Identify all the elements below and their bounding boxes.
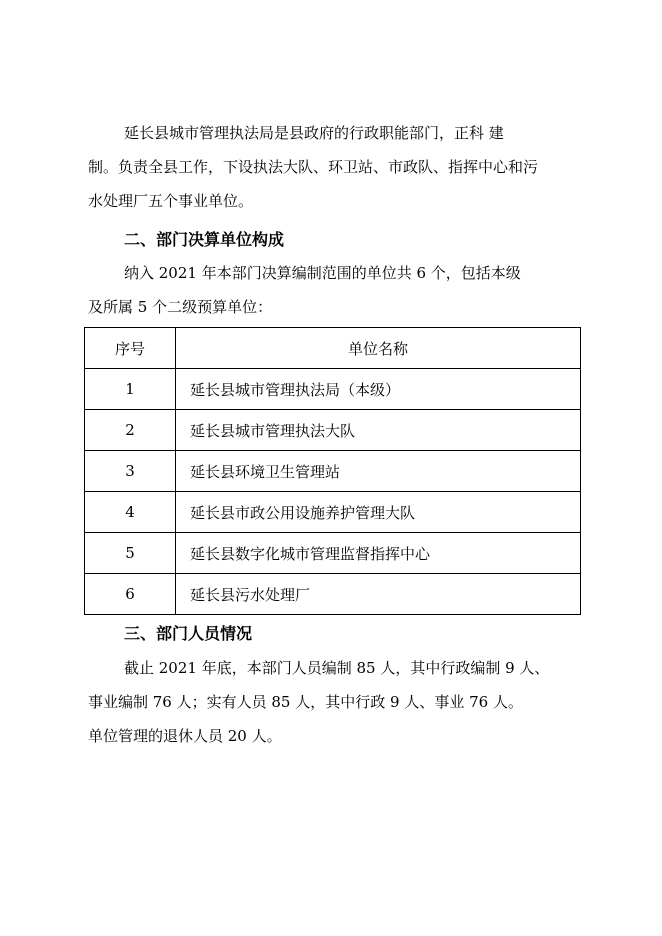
table-row [85,574,581,615]
section-heading-unit-composition: 二、部门决算单位构成 [124,230,285,249]
row-unit-name: 延长县环境卫生管理站 [176,451,581,492]
row-serial-number: 2 [85,410,176,451]
table-row [85,533,581,574]
header-serial-number: 序号 [85,328,176,369]
row-serial-number: 6 [85,574,176,615]
row-serial-number: 3 [85,451,176,492]
table-row [85,410,581,451]
unit-composition-paragraph [88,256,608,324]
staff-paragraph [88,651,608,753]
section-heading-staff: 三、部门人员情况 [124,624,253,643]
row-unit-name: 延长县数字化城市管理监督指挥中心 [176,533,581,574]
intro-line: 水处理厂五个事业单位。 [88,192,254,210]
table-row [85,492,581,533]
intro-line: 制。负责全县工作，下设执法大队、环卫站、市政队、指挥中心和污 [88,158,539,176]
staff-line: 单位管理的退休人员 20 人。 [88,727,282,745]
intro-paragraph [88,116,608,218]
unit-composition-line: 纳入 2021 年本部门决算编制范围的单位共 6 个，包括本级 [124,264,521,282]
row-unit-name: 延长县城市管理执法局（本级） [176,369,581,410]
units-table [84,327,581,615]
staff-line: 截止 2021 年底，本部门人员编制 85 人，其中行政编制 9 人、 [124,659,550,677]
table-header-row [85,328,581,369]
row-serial-number: 1 [85,369,176,410]
row-serial-number: 5 [85,533,176,574]
table-row [85,369,581,410]
row-unit-name: 延长县市政公用设施养护管理大队 [176,492,581,533]
row-unit-name: 延长县城市管理执法大队 [176,410,581,451]
row-unit-name: 延长县污水处理厂 [176,574,581,615]
staff-line: 事业编制 76 人；实有人员 85 人，其中行政 9 人、事业 76 人。 [88,693,523,711]
intro-line: 延长县城市管理执法局是县政府的行政职能部门，正科 建 [124,124,504,142]
table-row [85,451,581,492]
unit-composition-line: 及所属 5 个二级预算单位： [88,298,273,316]
row-serial-number: 4 [85,492,176,533]
header-unit-name: 单位名称 [176,328,581,369]
